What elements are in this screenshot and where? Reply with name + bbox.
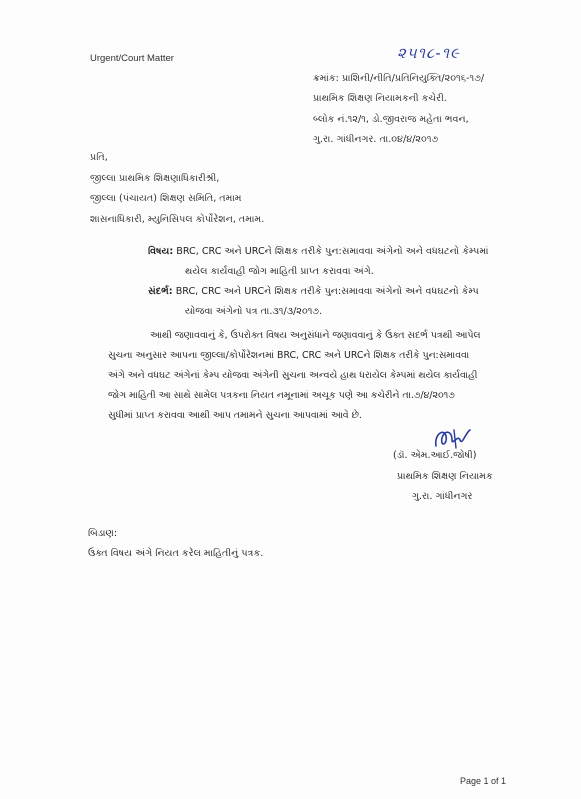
enclosure-label: બિડાણ: <box>88 528 118 539</box>
reference-subject-line-2: યોજવા અંગેનો પત્ર તા.૩૧/૩/૨૦૧૭. <box>185 306 323 317</box>
reference-number: ક્રમાંક: પ્રાશિની/નીતિ/પ્રતિનિયુક્તિ/૨૦૧૬-૧૭/ <box>313 73 485 84</box>
subject-label: વિષય: <box>148 246 174 257</box>
reference-subject-line-1 <box>148 286 479 297</box>
page-number: Page 1 of 1 <box>460 776 507 786</box>
enclosure-text: ઉક્ત વિષય અંગે નિયત કરેલ માહિતીનું પત્રક. <box>88 548 264 559</box>
signatory-designation: પ્રાથમિક શિક્ષણ નિયામક <box>397 471 493 482</box>
office-name: પ્રાથમિક શિક્ષણ નિયામકની કચેરી. <box>313 93 447 104</box>
reference-text-1: BRC, CRC અને URCને શિક્ષક તરીકે પુન:સમાવવા અંગેનો અને વધઘટનો કેમ્પ <box>172 286 479 297</box>
subject-line-2: થયેલ કાર્યવાહી જોગ માહિતી પ્રાપ્ત કરાવવા અંગે. <box>185 266 374 277</box>
handwritten-inward-number: ૨૫૧૮-૧૯ <box>397 44 460 62</box>
office-city-date: ગુ.રા. ગાંધીનગર. તા.૦૪/૪/૨૦૧૭ <box>313 134 439 145</box>
recipient-prati: પ્રતિ, <box>90 152 108 163</box>
urgent-court-matter-label: Urgent/Court Matter <box>90 53 174 64</box>
signatory-place: ગુ.રા. ગાંધીનગર <box>412 491 473 502</box>
recipient-line-2: જીલ્લા (પંચાયત) શિક્ષણ સમિતિ, તમામ <box>90 193 242 204</box>
body-paragraph-line-2: સુચના અનુસાર આપના જીલ્લા/કોર્પોરેશનમાં BRC, CRC અને URCને શિક્ષક તરીકે પુન:સમાવવા <box>108 350 470 361</box>
recipient-line-3: શાસનાધિકારી, મ્યુનિસિપલ કોર્પોરેશન, તમામ. <box>90 214 265 225</box>
body-paragraph-line-5: સુધીમાં પ્રાપ્ત કરાવવા આથી આપ તમામને સુચના આપવામાં આવે છે. <box>108 410 362 421</box>
body-paragraph-line-1: આથી જણાવવાનું કે, ઉપરોક્ત વિષય અનુસંધાને જણાવવાનું કે ઉક્ત સદર્ભ પત્રથી આપેલ <box>150 330 481 341</box>
subject-text-1: BRC, CRC અને URCને શિક્ષક તરીકે પુન:સમાવવા અંગેનો અને વધઘટનો કેમ્પમાં <box>173 246 489 257</box>
reference-label: સંદર્ભ: <box>148 286 173 297</box>
office-address: બ્લોક નં.૧૨/૧, ડો.જીવરાજ મહેતા ભવન, <box>313 114 469 125</box>
subject-line-1 <box>148 246 488 257</box>
body-paragraph-line-4: જોગ માહિતી આ સાથે સામેલ પત્રકના નિયત નમૂનામાં અચૂક પણે આ કચેરીને તા.૭/૪/૨૦૧૭ <box>108 390 455 401</box>
signatory-name: (ડૉ. એમ.આઈ.જોષી) <box>393 450 477 461</box>
recipient-line-1: જીલ્લા પ્રાથમિક શિક્ષણાધિકારીશ્રી, <box>90 173 220 184</box>
body-paragraph-line-3: અંગે અને વધઘટ અંગેનાં કેમ્પ યોજવા અંગેની સુચના અન્વયે હાથ ધરાયેલ કેમ્પમાં થયેલ કાર્યવાહી <box>108 370 478 381</box>
